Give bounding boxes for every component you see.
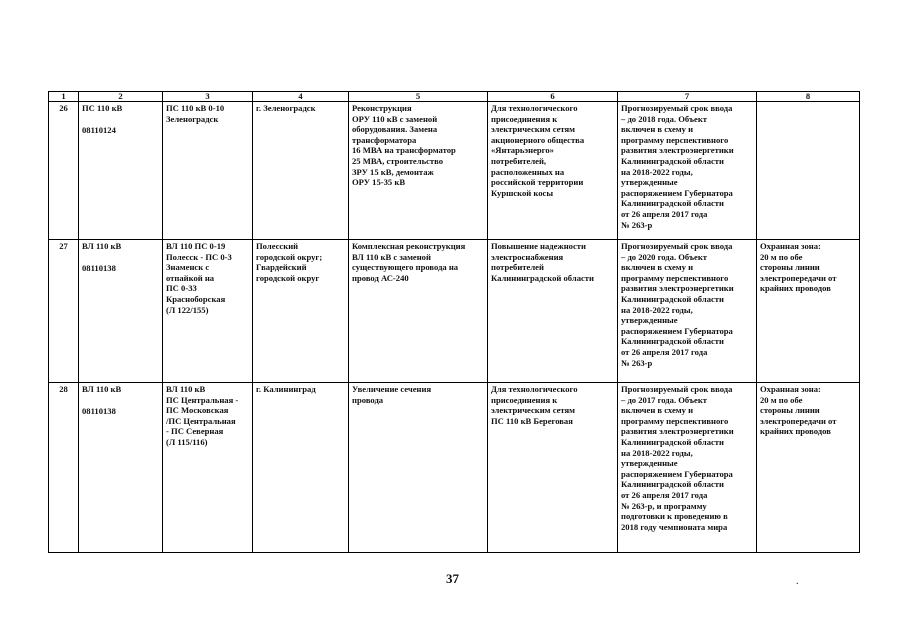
cell-line: от 26 апреля 2017 года (621, 489, 708, 500)
cell-line: Реконструкция (352, 103, 412, 113)
line-gap (82, 395, 159, 406)
cell-line: включен в схему и (621, 405, 694, 416)
cell-location (253, 383, 349, 553)
cell-line: распоряжением Губернатора (621, 325, 733, 336)
cell-line: Калининградской области (621, 155, 724, 166)
cell-line: /ПС Центральная (166, 415, 236, 426)
cell-line: программу перспективного (621, 134, 729, 145)
cell-line: стороны линии (760, 405, 820, 416)
cell-line: ПС Московская (166, 405, 229, 416)
cell-line: 16 МВА на трансформатор (352, 145, 456, 156)
column-header-5: 5 (349, 92, 488, 102)
row-number-cell: 26 (49, 102, 79, 240)
cell-line: подготовки к проведению в (621, 511, 728, 522)
cell-line: – до 2017 года. Объект (621, 394, 708, 405)
cell-line: 20 м по обе (760, 251, 803, 262)
cell-line: Комплексная реконструкция (352, 241, 466, 251)
cell-line: 08110138 (82, 262, 116, 273)
cell-line: Куршской косы (491, 187, 554, 198)
cell-name (163, 102, 253, 240)
cell-line: (Л 115/116) (166, 436, 208, 447)
cell-line: № 263-р (621, 219, 653, 230)
cell-line: Увеличение сечения (352, 384, 432, 394)
cell-purpose (488, 102, 618, 240)
cell-line: «Янтарьэнерго» (491, 145, 554, 156)
cell-line: 08110124 (82, 124, 116, 135)
header-row (49, 92, 860, 102)
cell-line: Прогнозируемый срок ввода (621, 103, 733, 113)
cell-object (79, 383, 163, 553)
column-header-7: 7 (618, 92, 757, 102)
cell-work (349, 102, 488, 240)
cell-line: оборудования. Замена (352, 124, 438, 135)
cell-line: стороны линии (760, 262, 820, 273)
cell-line: развития электроэнергетики (621, 145, 734, 156)
cell-line: существующего провода на (352, 262, 459, 273)
column-header-4: 4 (253, 92, 349, 102)
cell-line: Калининградской области (621, 293, 724, 304)
table-body (49, 92, 860, 553)
cell-line: электроснабжения (491, 251, 564, 262)
cell-line: электропередачи от (760, 415, 837, 426)
cell-line: городской округ; (256, 251, 323, 262)
cell-line: 2018 году чемпионата мира (621, 521, 728, 532)
cell-line: (Л 122/155) (166, 304, 209, 315)
cell-line: от 26 апреля 2017 года (621, 346, 708, 357)
cell-line: включен в схему и (621, 262, 694, 273)
cell-line: распоряжением Губернатора (621, 187, 733, 198)
cell-line: ПС 0-33 (166, 283, 197, 294)
infrastructure-table (48, 91, 860, 553)
cell-line: развития электроэнергетики (621, 426, 734, 437)
cell-line: Повышение надежности (491, 241, 586, 251)
cell-deadline (618, 383, 757, 553)
cell-line: 08110138 (82, 405, 116, 416)
cell-line: № 263-р, и программу (621, 500, 707, 511)
cell-line: Охранная зона: (760, 241, 821, 251)
cell-line: российской территории (491, 177, 584, 188)
cell-line: ВЛ 110 кВ с заменой (352, 251, 431, 262)
cell-line: акционерного общества (491, 134, 585, 145)
line-gap (82, 114, 159, 125)
page-number: 37 (446, 571, 459, 586)
cell-notes (757, 383, 860, 553)
cell-notes (757, 240, 860, 383)
cell-line: – до 2020 года. Объект (621, 251, 708, 262)
cell-line: ОРУ 15-35 кВ (352, 177, 406, 188)
cell-line: провод АС-240 (352, 272, 409, 283)
cell-line: Гвардейский (256, 262, 307, 273)
cell-line: потребителей (491, 262, 544, 273)
cell-line: 25 МВА, строительство (352, 155, 444, 166)
cell-line: утвержденные (621, 458, 678, 469)
cell-line: 20 м по обе (760, 394, 803, 405)
cell-line: г. Калининград (256, 384, 316, 394)
cell-line: ВЛ 110 ПС 0-19 (166, 241, 226, 251)
cell-line: ВЛ 110 кВ (82, 241, 122, 251)
cell-line: присоединения к (491, 113, 558, 124)
column-header-6: 6 (488, 92, 618, 102)
cell-line: Для технологического (491, 384, 578, 394)
column-header-1: 1 (49, 92, 79, 102)
cell-line: ПС 110 кВ (82, 103, 123, 113)
cell-line: ПС Центральная - (166, 394, 239, 405)
cell-line: потребителей, (491, 155, 547, 166)
cell-line: Полесский (256, 241, 299, 251)
cell-line: г. Зеленоградск (256, 103, 316, 113)
cell-line: электрическим сетям (491, 405, 576, 416)
cell-line: Красноборская (166, 293, 226, 304)
cell-line: расположенных на (491, 166, 565, 177)
cell-line: утвержденные (621, 177, 678, 188)
cell-line: присоединения к (491, 394, 558, 405)
table-row (49, 102, 860, 240)
table-row (49, 240, 860, 383)
cell-line: программу перспективного (621, 272, 729, 283)
cell-purpose (488, 383, 618, 553)
cell-work (349, 240, 488, 383)
cell-line: Калининградской области (491, 272, 594, 283)
cell-line: Прогнозируемый срок ввода (621, 241, 733, 251)
cell-line: на 2018-2022 годы, (621, 304, 693, 315)
cell-line: № 263-р (621, 357, 653, 368)
cell-line: Калининградской области (621, 479, 724, 490)
cell-line: распоряжением Губернатора (621, 468, 733, 479)
column-header-3: 3 (163, 92, 253, 102)
cell-deadline (618, 240, 757, 383)
table-row (49, 383, 860, 553)
cell-line: ПС 110 кВ Береговая (491, 415, 573, 426)
row-number-cell: 28 (49, 383, 79, 553)
cell-line: Знаменск с (166, 262, 210, 273)
cell-line: крайних проводов (760, 283, 831, 294)
cell-line: Калининградской области (621, 198, 724, 209)
cell-line: на 2018-2022 годы, (621, 166, 693, 177)
column-header-8: 8 (757, 92, 860, 102)
cell-line: крайних проводов (760, 426, 831, 437)
cell-line: программу перспективного (621, 415, 729, 426)
cell-line: трансформатора (352, 134, 417, 145)
cell-location (253, 102, 349, 240)
cell-name (163, 240, 253, 383)
cell-line: на 2018-2022 годы, (621, 447, 693, 458)
cell-line: Для технологического (491, 103, 578, 113)
cell-line: Охранная зона: (760, 384, 821, 394)
column-header-2: 2 (79, 92, 163, 102)
cell-line: электропередачи от (760, 272, 837, 283)
cell-line: ВЛ 110 кВ (82, 384, 122, 394)
cell-name (163, 383, 253, 553)
cell-object (79, 240, 163, 383)
cell-purpose (488, 240, 618, 383)
cell-line: - ПС Северная (166, 426, 224, 437)
cell-line: – до 2018 года. Объект (621, 113, 708, 124)
cell-object (79, 102, 163, 240)
cell-line: ВЛ 110 кВ (166, 384, 206, 394)
corner-dot: . (796, 576, 799, 587)
cell-line: включен в схему и (621, 124, 694, 135)
cell-line: ЗРУ 15 кВ, демонтаж (352, 166, 434, 177)
cell-deadline (618, 102, 757, 240)
cell-work (349, 383, 488, 553)
cell-line: провода (352, 394, 384, 405)
cell-line: Калининградской области (621, 336, 724, 347)
cell-line: Прогнозируемый срок ввода (621, 384, 733, 394)
cell-line: Калининградской области (621, 436, 724, 447)
cell-line: Полесск - ПС 0-3 (166, 251, 232, 262)
cell-line: электрическим сетям (491, 124, 576, 135)
cell-line: отпайкой на (166, 272, 215, 283)
cell-line: развития электроэнергетики (621, 283, 734, 294)
cell-line: от 26 апреля 2017 года (621, 208, 708, 219)
cell-location (253, 240, 349, 383)
cell-line: утвержденные (621, 315, 678, 326)
cell-notes (757, 102, 860, 240)
cell-line: ОРУ 110 кВ с заменой (352, 113, 438, 124)
row-number-cell: 27 (49, 240, 79, 383)
cell-line: Зеленоградск (166, 113, 219, 124)
line-gap (82, 252, 159, 263)
cell-line: ПС 110 кВ 0-10 (166, 103, 225, 113)
cell-line: городской округ (256, 272, 320, 283)
